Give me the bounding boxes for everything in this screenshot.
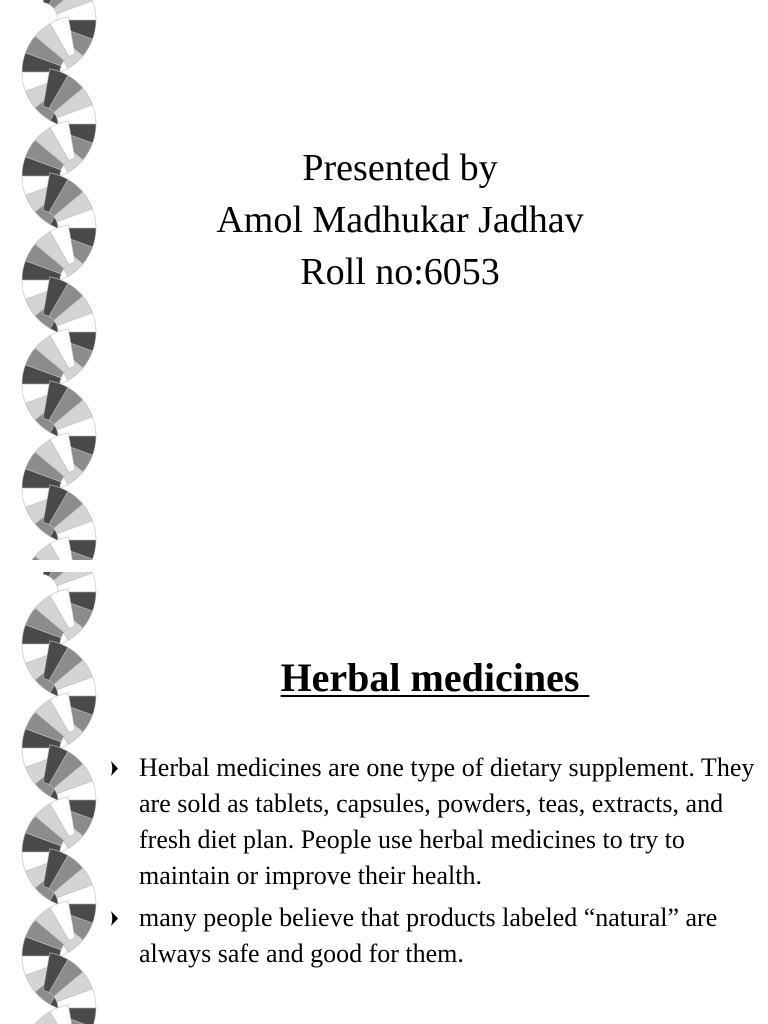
bullet-list bbox=[108, 750, 756, 978]
presenter-name: Amol Madhukar Jadhav bbox=[216, 199, 584, 241]
fan-ribbon-border-icon bbox=[0, 0, 110, 560]
bullet-text: Herbal medicines are one type of dietary supplement. They are sold as tablets, capsules, powders, teas, extracts, and fresh diet plan. People use herbal medicines to try to maintain or improve their health. bbox=[139, 753, 755, 890]
bullet-text: many people believe that products labeled “natural” are always safe and good for them. bbox=[139, 903, 718, 968]
fan-ribbon-border-icon bbox=[0, 572, 110, 1024]
wedge-bullet-icon bbox=[110, 911, 119, 926]
bullet-item bbox=[108, 750, 756, 894]
wedge-bullet-icon bbox=[110, 761, 119, 776]
presented-by-text: Presented by bbox=[302, 147, 498, 189]
bullet-item bbox=[108, 900, 756, 972]
roll-number: Roll no:6053 bbox=[300, 251, 500, 293]
title-block bbox=[110, 142, 690, 298]
slide-herbal-medicines bbox=[0, 572, 768, 1024]
slide-heading: Herbal medicines bbox=[280, 655, 590, 700]
